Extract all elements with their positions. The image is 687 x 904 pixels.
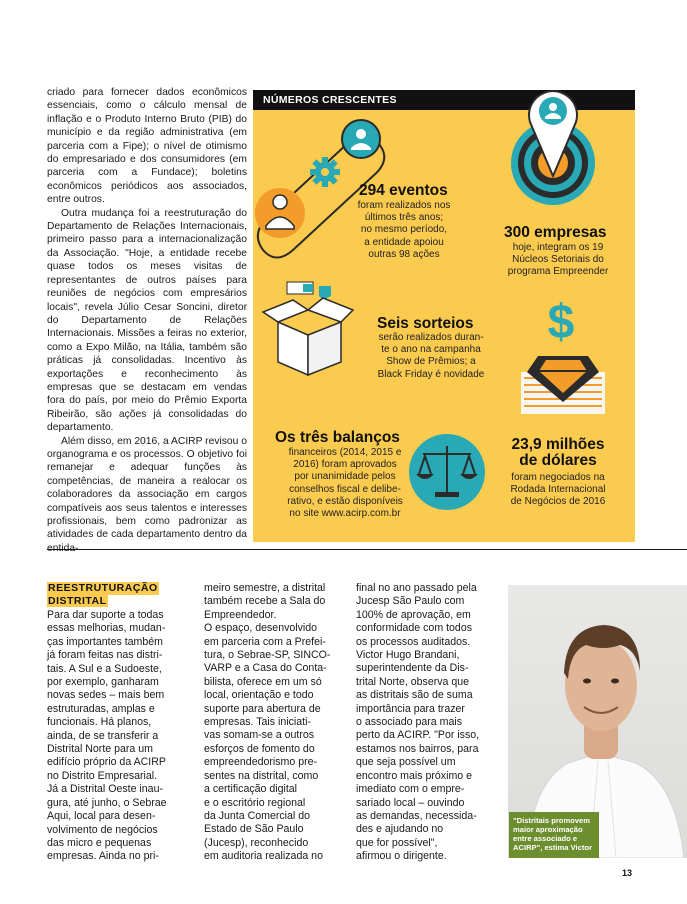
photo-caption: "Distritais promovem maior aproximação entre associado e ACIRP", estima Victor: [509, 812, 599, 858]
paragraph: Outra mudança foi a reestruturação do Departamento de Relações Internacionais, primeiro passo para a internacionalização da Associação. "Hoje, a entidade recebe quase todos os meses visitas de representantes de outros países para reuniões de negócios com empresários locais", revela Júlio Cesar Soncini, diretor do Departamento de Relações Internacionais. Missões a feiras no exterior, como a Expo Milão, na Itália, também são práticas já consolidadas. Incentivo às exportações e reconhecimento às empresas que se destacam em vendas fora do país, por meio do Prêmio Exporta Ribeirão, são ações já consolidadas do departamento.: [47, 207, 247, 434]
stat-empresas-title: 300 empresas: [504, 224, 607, 241]
stat-sorteios-desc: serão realizados duran- te o ano na campanha Show de Prêmios; a Black Friday é novidade: [377, 332, 485, 380]
paragraph: Além disso, em 2016, a ACIRP revisou o organograma e os processos. O objetivo foi remanejar e adequar funções às competências, de maneira a realocar os colaboradores da associação em cargos compatíveis aos seus talentos e interesses profissionais, bem como padronizar as atividades de cada departamento dentro da: [47, 435, 247, 541]
diamond-icon: [521, 356, 605, 414]
stat-eventos-title: 294 eventos: [359, 182, 448, 199]
stat-balancos-title: Os três balanços: [275, 429, 400, 446]
section-column-1: Para dar suporte a todas essas melhorias, mudan- ças importantes também já foram feitas nas distri- tais. A Sul e a Sudoeste, por exemplo, ganharam novas sedes – mais bem estruturadas, amplas e funcionais. Há planos, ainda, de se transferir a Distrital Norte para um edifício próprio da ACIRP no Distrito Empresarial. Já a Distrital Oeste inau- gura, até junho, o Sebrae Aqui, local para desen- volvimento de negócios das micro e pequenas empresas. Ainda no pri-: [47, 609, 167, 863]
paragraph: criado para fornecer dados econômicos essenciais, como o cálculo mensal de inflação e o Produto Interno Bruto (PIB) do município e da região administrativa (em parceria com a Fipe); o nível de otimismo do empresariado e dos consumidores (em parceria com a Fundace); boletins econômicos periódicos aos associados, entre outros.: [47, 87, 247, 206]
stat-balancos-desc: financeiros (2014, 2015 e 2016) foram aprovados por unanimidade pelos conselhos fiscal e delibe- rativo, e estão disponíveis no site www.acirp.com.br: [287, 447, 403, 520]
stat-sorteios-title: Seis sorteios: [377, 315, 474, 332]
svg-text:$: $: [547, 296, 575, 349]
section-divider: [47, 549, 687, 550]
section-column-2: meiro semestre, a distrital também recebe a Sala do Empreendedor. O espaço, desenvolvido em parceria com a Prefei- tura, o Sebrae-SP, SINCO- VARP e a Casa do Conta- bilista, oferece em um só local, orientação e todo suporte para abertura de empresas. Tais iniciati- vas somam-se a outros esforços de fomento do empreendedorismo pre- sentes na distrital, como a certificação digital e o escritório regional da Junta Comercial do Estado de São Paulo (Jucesp), reconhecido em auditoria realizada no: [204, 582, 331, 863]
box-icon: [263, 298, 353, 375]
scale-icon: [409, 434, 485, 510]
section-column-3: final no ano passado pela Jucesp São Paulo com 100% de aprovação, em conformidade com todos os processos auditados. Victor Hugo Brandani, superintendente da Dis- trital Norte, observa que as distritais são de suma importância para trazer o associado para mais perto da ACIRP. "Por isso, estamos nos bairros, para que seja possível um encontro mais próximo e imediato com o empre- sariado local – ouvindo as demandas, necessida- des e ajudando no que for possível", afirmou o dirigente.: [356, 582, 480, 863]
stat-dolares-title: 23,9 milhões de dólares: [511, 436, 605, 469]
infographic-header: NÚMEROS CRESCENTES: [253, 90, 635, 110]
dollar-icon: [548, 296, 575, 349]
person-icon: [342, 120, 380, 158]
page-number: 13: [622, 868, 633, 878]
left-article-column: [47, 86, 247, 555]
infographic-numbers: [253, 90, 635, 542]
gear-icon: [310, 157, 340, 187]
ticket-icon: [287, 282, 331, 300]
section-heading: REESTRUTURAÇÃO DISTRITAL: [48, 582, 158, 607]
stat-eventos-desc: foram realizados nos últimos três anos; no mesmo período, a entidade apoiou outras 98 ações: [357, 200, 451, 260]
stat-dolares-desc: foram negociados na Rodada Internacional de Negócios de 2016: [510, 472, 606, 508]
stat-empresas-desc: hoje, integram os 19 Núcleos Setoriais do programa Empreender: [507, 242, 609, 278]
orange-person-icon: [255, 188, 305, 238]
